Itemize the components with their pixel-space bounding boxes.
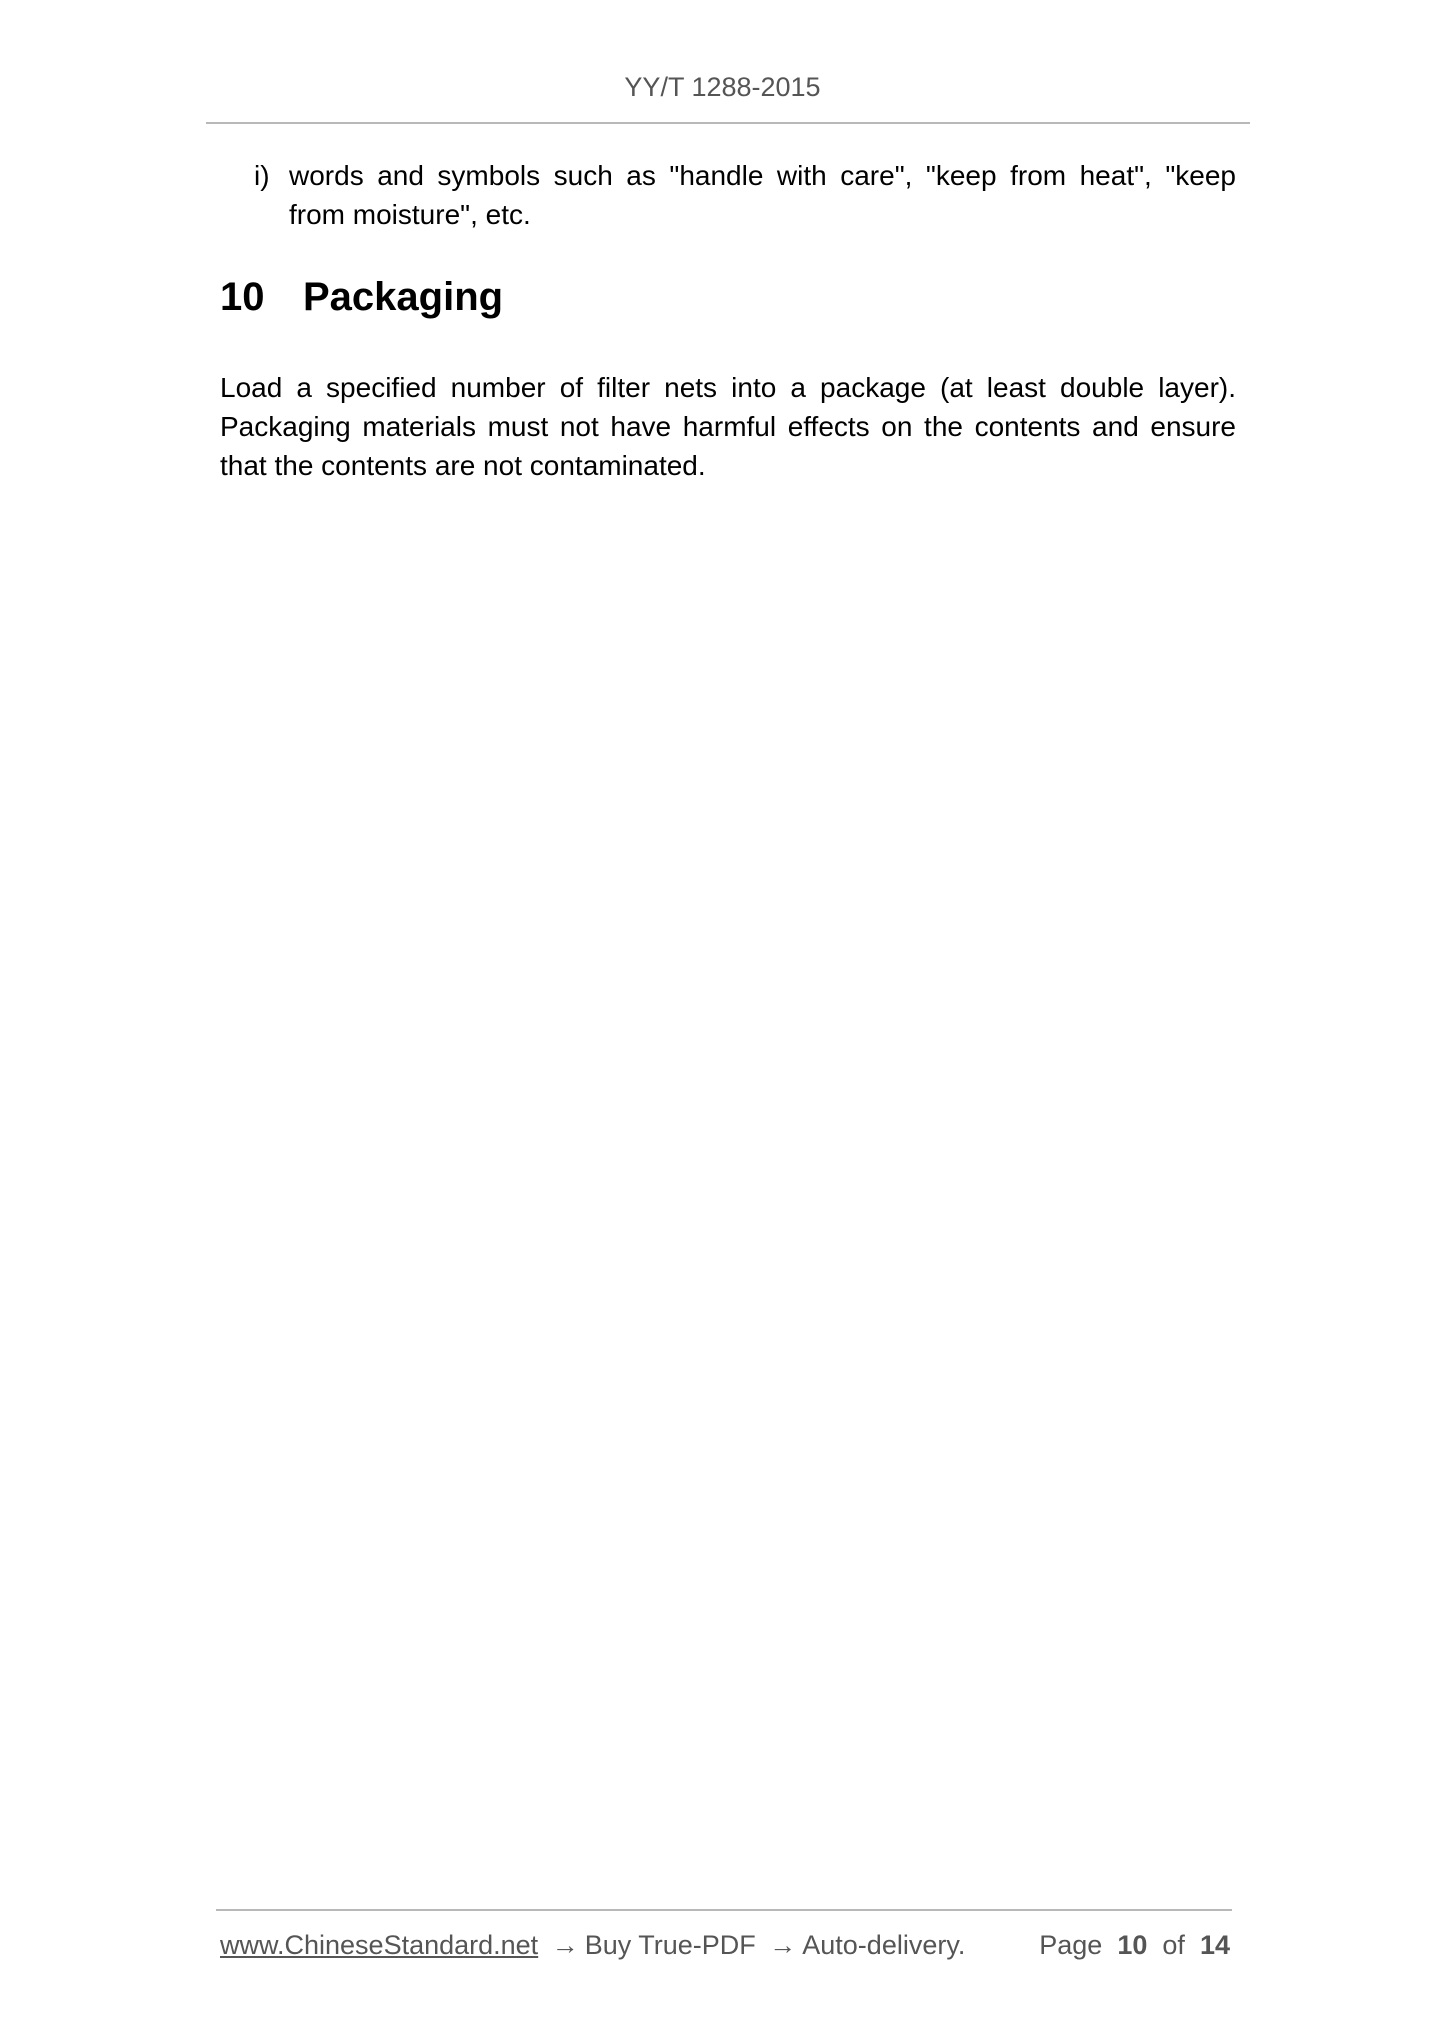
page-indicator [1039, 1927, 1230, 1963]
website-link[interactable]: www.ChineseStandard.net [220, 1930, 539, 1960]
page-footer [220, 1927, 1230, 1963]
page-current: 10 [1117, 1930, 1148, 1960]
section-number: 10 [220, 275, 265, 319]
page-total: 14 [1199, 1930, 1230, 1960]
list-marker: i) [254, 160, 270, 191]
auto-delivery-text: Auto-delivery. [802, 1930, 966, 1960]
page-label: Page [1039, 1930, 1103, 1960]
header-divider [206, 122, 1250, 124]
document-code-header: YY/T 1288-2015 [624, 72, 821, 102]
list-item-text: words and symbols such as "handle with care", "keep from heat", "keep from moisture", etc. [289, 160, 1236, 230]
arrow-right-icon: → [551, 1930, 579, 1960]
arrow-right-icon: → [769, 1930, 797, 1960]
of-label: of [1162, 1930, 1185, 1960]
footer-divider [216, 1909, 1232, 1911]
section-paragraph: Load a specified number of filter nets into a package (at least double layer). Packaging materials must not have harmful effects on the contents and ensure that the contents are not contaminated. [220, 372, 1236, 481]
buy-pdf-text: Buy True-PDF [584, 1930, 756, 1960]
section-heading [220, 272, 1236, 322]
section-title: Packaging [303, 275, 504, 319]
list-item-i [220, 156, 1236, 234]
